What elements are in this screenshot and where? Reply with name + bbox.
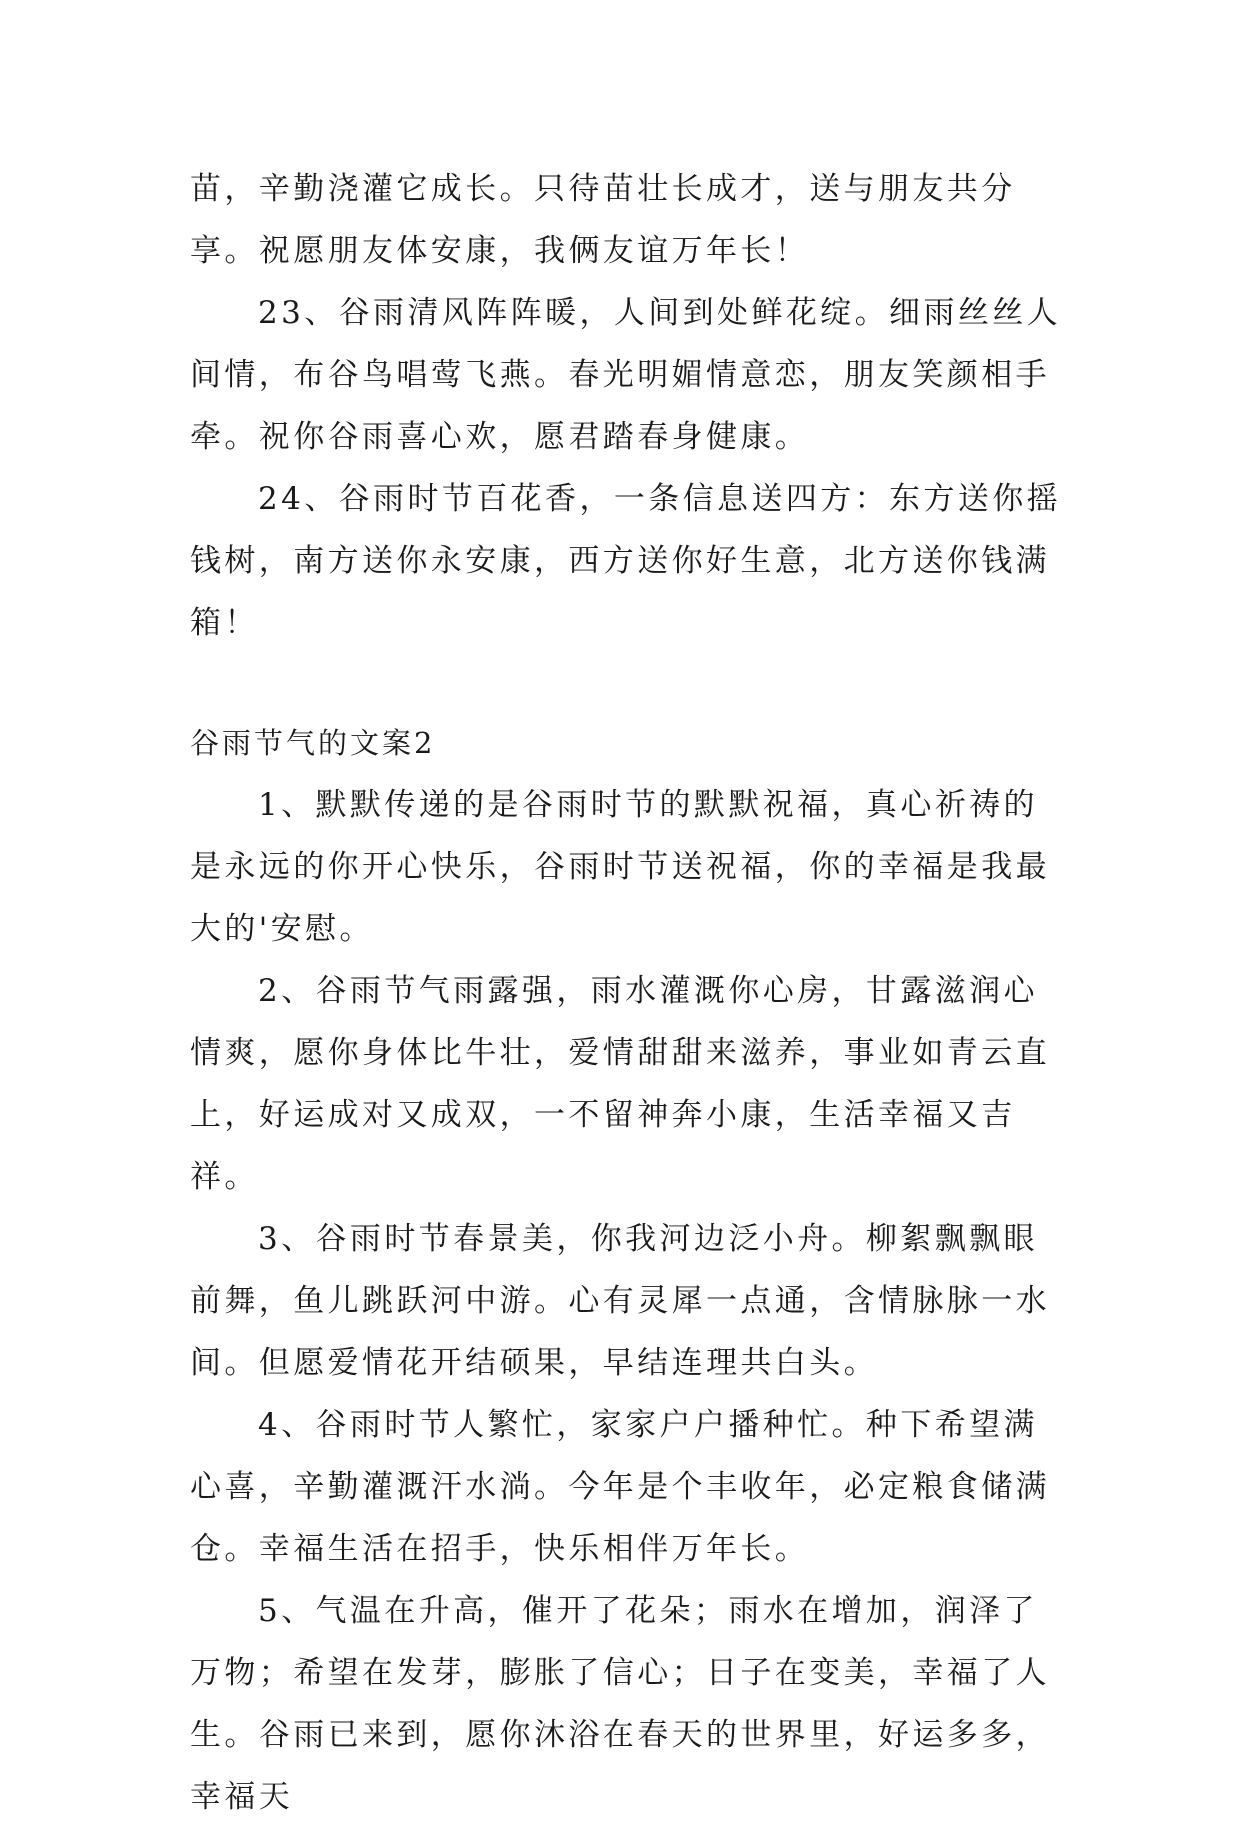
paragraph-item-24: 24、谷雨时节百花香，一条信息送四方：东方送你摇钱树，南方送你永安康，西方送你好生意，北方送你钱满箱！ — [190, 481, 1062, 641]
paragraph-item-2: 2、谷雨节气雨露强，雨水灌溉你心房，甘露滋润心情爽，愿你身体比牛壮，爱情甜甜来滋养，事业如青云直上，好运成对又成双，一不留神奔小康，生活幸福又吉祥。 — [190, 973, 1050, 1195]
document-page — [190, 158, 1070, 1828]
paragraph-item-3: 3、谷雨时节春景美，你我河边泛小舟。柳絮飘飘眼前舞，鱼儿跳跃河中游。心有灵犀一点通，含情脉脉一水间。但愿爱情花开结硕果，早结连理共白头。 — [190, 1221, 1050, 1381]
section-heading: 谷雨节气的文案2 — [190, 726, 436, 760]
paragraph-item-1: 1、默默传递的是谷雨时节的默默祝福，真心祈祷的是永远的你开心快乐，谷雨时节送祝福，你的幸福是我最大的'安慰。 — [190, 787, 1050, 947]
paragraph-item-5: 5、气温在升高，催开了花朵；雨水在增加，润泽了万物；希望在发芽，膨胀了信心；日子在变美，幸福了人生。谷雨已来到，愿你沐浴在春天的世界里，好运多多，幸福天 — [190, 1593, 1050, 1815]
paragraph-continuation: 苗，辛勤浇灌它成长。只待苗壮长成才，送与朋友共分享。祝愿朋友体安康，我俩友谊万年长！ — [190, 171, 1016, 269]
paragraph-item-4: 4、谷雨时节人繁忙，家家户户播种忙。种下希望满心喜，辛勤灌溉汗水淌。今年是个丰收年，必定粮食储满仓。幸福生活在招手，快乐相伴万年长。 — [190, 1407, 1050, 1567]
paragraph-item-23: 23、谷雨清风阵阵暖，人间到处鲜花绽。细雨丝丝人间情，布谷鸟唱莺飞燕。春光明媚情意恋，朋友笑颜相手牵。祝你谷雨喜心欢，愿君踏春身健康。 — [190, 295, 1062, 455]
